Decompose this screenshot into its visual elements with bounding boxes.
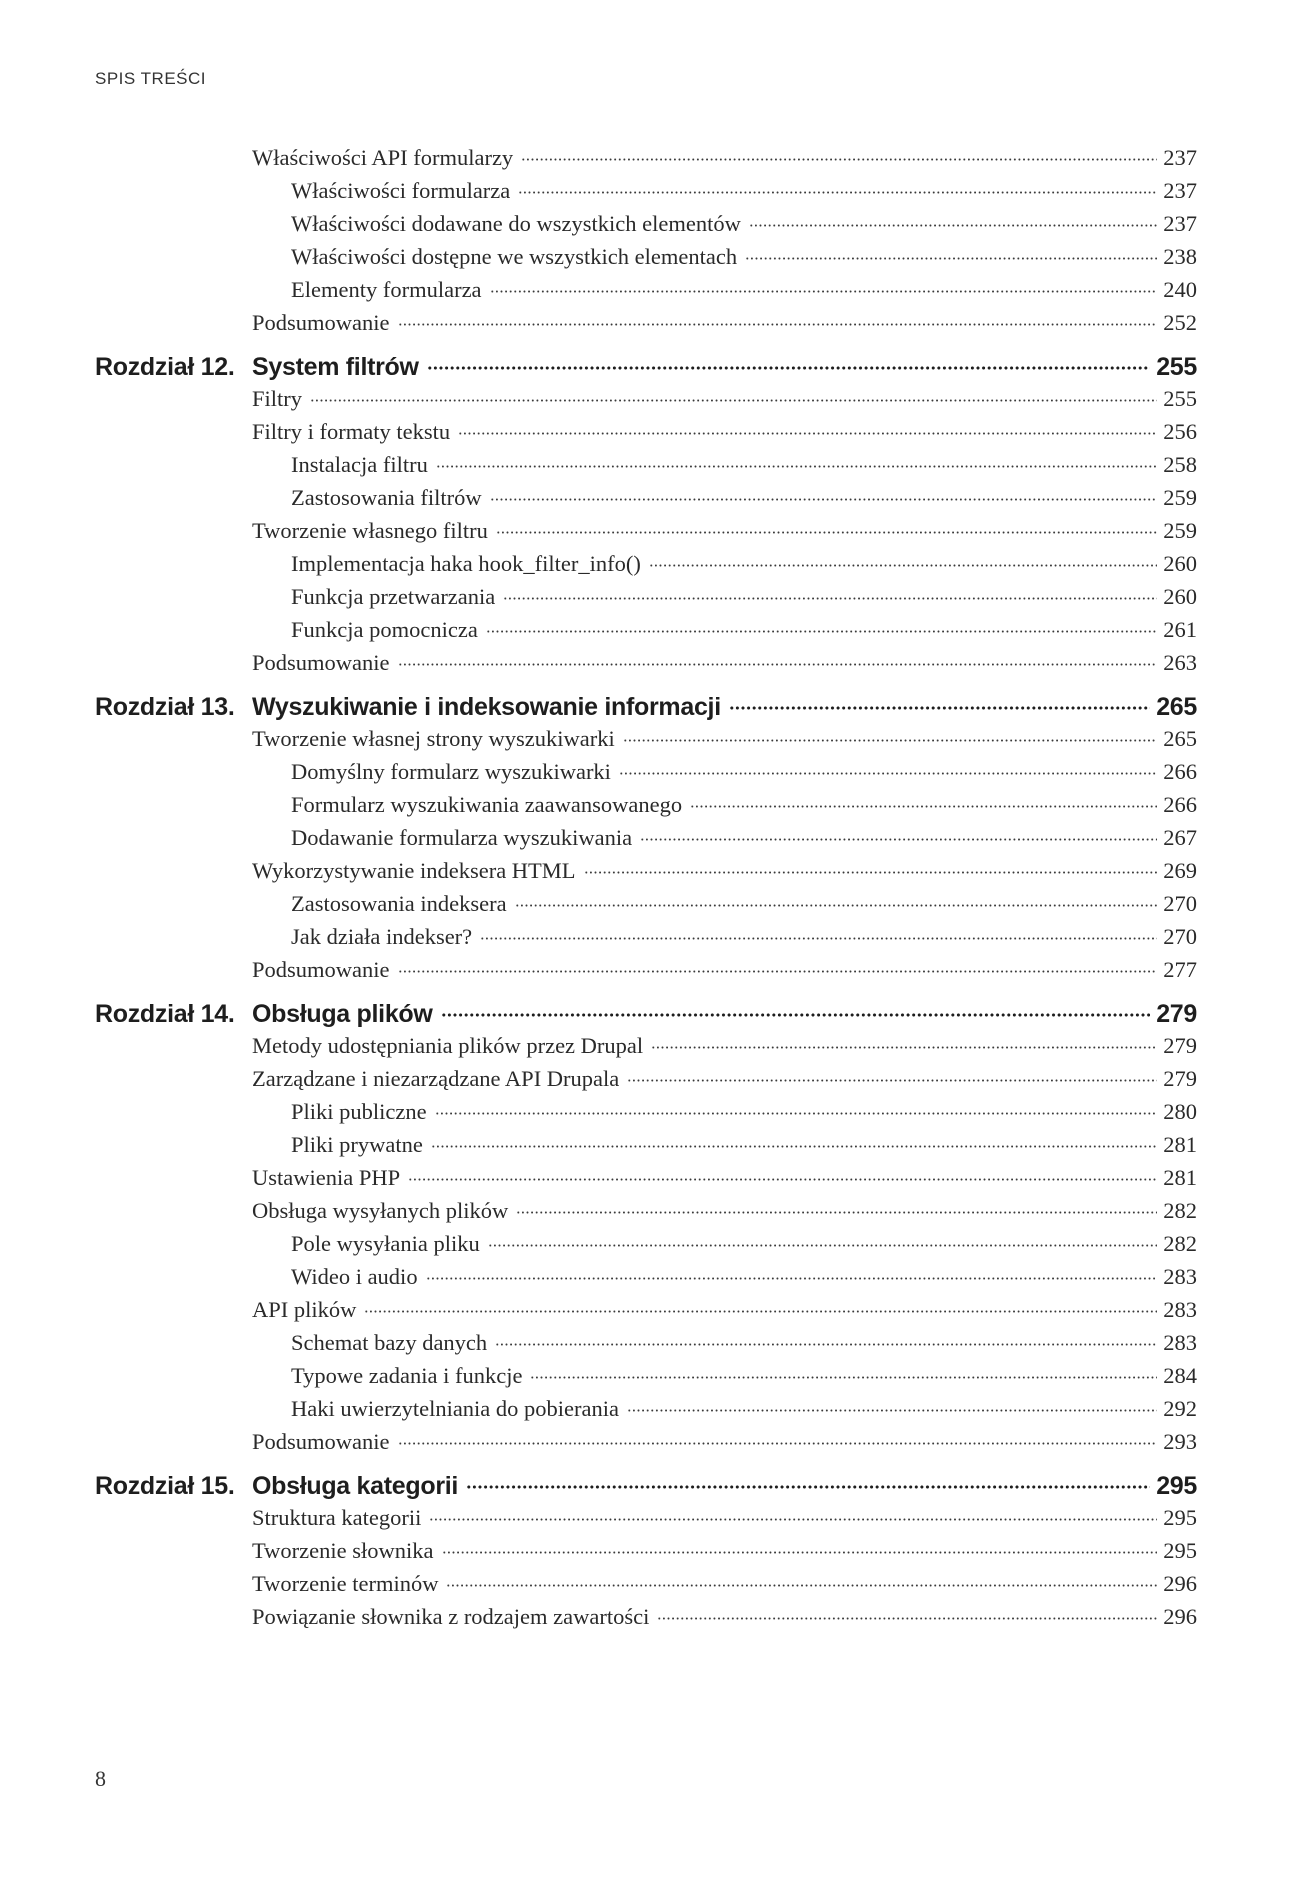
toc-title: Funkcja pomocnicza [291,617,478,642]
toc-subentry[interactable] [291,1330,1197,1360]
toc-subentry[interactable] [291,277,1197,307]
dot-leader [651,1046,1157,1049]
toc-page-number: 255 [1163,386,1197,411]
toc-page-number: 238 [1163,244,1197,269]
toc-title: Pliki publiczne [291,1099,427,1124]
dot-leader [515,904,1158,907]
toc-subentry[interactable] [291,211,1197,241]
toc-title: Wyszukiwanie i indeksowanie informacji [252,693,721,721]
toc-title: Właściwości dodawane do wszystkich elementów [291,211,741,236]
toc-title: System filtrów [252,353,419,381]
toc-entry[interactable] [252,1571,1197,1601]
dot-leader [427,366,1151,370]
toc-page-number: 255 [1156,353,1197,381]
toc-page-number: 283 [1163,1264,1197,1289]
toc-entry[interactable] [252,1505,1197,1535]
toc-entry[interactable] [252,726,1197,756]
dot-leader [649,564,1157,567]
toc-subentry[interactable] [291,924,1197,954]
dot-leader [657,1617,1157,1620]
toc-title: Zastosowania indeksera [291,891,507,916]
dot-leader [488,1244,1158,1247]
toc-page-number: 252 [1163,310,1197,335]
toc-entry[interactable] [252,1429,1197,1459]
dot-leader [749,224,1157,227]
toc-title: Tworzenie słownika [252,1538,434,1563]
toc-title: Podsumowanie [252,957,390,982]
toc-subentry[interactable] [291,1132,1197,1162]
dot-leader [490,290,1158,293]
toc-page-number: 237 [1163,145,1197,170]
dot-leader [619,772,1157,775]
toc-subentry[interactable] [291,792,1197,822]
toc-page-number: 280 [1163,1099,1197,1124]
dot-leader [690,805,1157,808]
toc-title: API plików [252,1297,357,1322]
dot-leader [436,465,1157,468]
toc-page-number: 295 [1163,1538,1197,1563]
dot-leader [442,1551,1158,1554]
toc-page-number: 261 [1163,617,1197,642]
dot-leader [640,838,1157,841]
dot-leader [398,970,1158,973]
toc-subentry[interactable] [291,617,1197,647]
chapter-heading[interactable] [252,353,1197,383]
toc-subentry[interactable] [291,1099,1197,1129]
running-head: SPIS TREŚCI [95,69,206,88]
toc-subentry[interactable] [291,244,1197,274]
toc-entry[interactable] [252,1066,1197,1096]
toc-title: Implementacja haka hook_filter_info() [291,551,641,576]
toc-title: Domyślny formularz wyszukiwarki [291,759,611,784]
toc-entry[interactable] [252,650,1197,680]
toc-page-number: 259 [1163,485,1197,510]
toc-title: Tworzenie terminów [252,1571,439,1596]
toc-title: Właściwości formularza [291,178,511,203]
dot-leader [480,937,1157,940]
dot-leader [530,1376,1157,1379]
toc-subentry[interactable] [291,178,1197,208]
toc-page-number: 270 [1163,891,1197,916]
toc-title: Filtry i formaty tekstu [252,419,451,444]
chapter-label: Rozdział 12. [95,353,235,381]
dot-leader [518,191,1157,194]
dot-leader [458,432,1157,435]
chapter-heading[interactable] [252,1000,1197,1030]
toc-page-number: 267 [1163,825,1197,850]
toc-page-number: 240 [1163,277,1197,302]
toc-page-number: 282 [1163,1198,1197,1223]
dot-leader [429,1518,1157,1521]
toc-page-number: 295 [1163,1505,1197,1530]
toc-entry[interactable] [252,1033,1197,1063]
toc-title: Wideo i audio [291,1264,418,1289]
toc-page-number: 283 [1163,1330,1197,1355]
dot-leader [584,871,1158,874]
toc-entry[interactable] [252,1538,1197,1568]
toc-title: Struktura kategorii [252,1505,422,1530]
dot-leader [627,1409,1157,1412]
toc-page-number: 266 [1163,792,1197,817]
toc-entry[interactable] [252,145,1197,175]
toc-subentry[interactable] [291,1264,1197,1294]
toc-page-number: 292 [1163,1396,1197,1421]
toc-entry[interactable] [252,1604,1197,1634]
toc-title: Wykorzystywanie indeksera HTML [252,858,576,883]
toc-title: Tworzenie własnego filtru [252,518,488,543]
toc-title: Jak działa indekser? [291,924,473,949]
toc-subentry[interactable] [291,551,1197,581]
toc-page-number: 258 [1163,452,1197,477]
toc-title: Schemat bazy danych [291,1330,488,1355]
toc-title: Formularz wyszukiwania zaawansowanego [291,792,683,817]
dot-leader [398,663,1158,666]
toc-page-number: 263 [1163,650,1197,675]
toc-page-number: 256 [1163,419,1197,444]
toc-page-number: 281 [1163,1132,1197,1157]
toc-page-number: 266 [1163,759,1197,784]
toc-page-number: 277 [1163,957,1197,982]
toc-title: Obsługa kategorii [252,1472,459,1500]
toc-title: Dodawanie formularza wyszukiwania [291,825,633,850]
toc-title: Właściwości API formularzy [252,145,514,170]
dot-leader [496,531,1157,534]
dot-leader [729,706,1150,710]
toc-entry[interactable] [252,386,1197,416]
toc-subentry[interactable] [291,1231,1197,1261]
dot-leader [516,1211,1157,1214]
toc-page-number: 260 [1163,551,1197,576]
dot-leader [495,1343,1157,1346]
toc-title: Funkcja przetwarzania [291,584,496,609]
toc-page-number: 265 [1156,693,1197,721]
toc-page-number: 279 [1163,1066,1197,1091]
toc-entry[interactable] [252,858,1197,888]
toc-page-number: 265 [1163,726,1197,751]
toc-page-number: 237 [1163,211,1197,236]
toc-page-number: 279 [1163,1033,1197,1058]
dot-leader [521,158,1157,161]
toc-subentry[interactable] [291,1363,1197,1393]
dot-leader [446,1584,1157,1587]
toc-page-number: 283 [1163,1297,1197,1322]
dot-leader [486,630,1157,633]
toc-entry[interactable] [252,1198,1197,1228]
toc-title: Metody udostępniania plików przez Drupal [252,1033,644,1058]
toc-title: Tworzenie własnej strony wyszukiwarki [252,726,615,751]
dot-leader [310,399,1157,402]
toc-entry[interactable] [252,310,1197,340]
dot-leader [745,257,1157,260]
dot-leader [466,1485,1150,1489]
toc-subentry[interactable] [291,759,1197,789]
toc-page-number: 296 [1163,1571,1197,1596]
toc-page-number: 260 [1163,584,1197,609]
dot-leader [435,1112,1158,1115]
dot-leader [503,597,1157,600]
toc-title: Podsumowanie [252,310,390,335]
chapter-heading[interactable] [252,693,1197,723]
page-number: 8 [95,1766,106,1791]
toc-title: Pole wysyłania pliku [291,1231,480,1256]
toc-entry[interactable] [252,1297,1197,1327]
toc-entry[interactable] [252,518,1197,548]
toc-entry[interactable] [252,1165,1197,1195]
toc-title: Obsługa plików [252,1000,433,1028]
dot-leader [441,1013,1151,1017]
toc-title: Powiązanie słownika z rodzajem zawartości [252,1604,650,1629]
toc-title: Właściwości dostępne we wszystkich elementach [291,244,738,269]
toc-page-number: 259 [1163,518,1197,543]
toc-subentry[interactable] [291,825,1197,855]
toc-title: Ustawienia PHP [252,1165,401,1190]
toc-entry[interactable] [252,419,1197,449]
toc-title: Elementy formularza [291,277,482,302]
toc-page-number: 293 [1163,1429,1197,1454]
toc-title: Zarządzane i niezarządzane API Drupala [252,1066,620,1091]
toc-page-number: 279 [1156,1000,1197,1028]
toc-title: Filtry [252,386,303,411]
toc-page-number: 281 [1163,1165,1197,1190]
dot-leader [398,1442,1158,1445]
dot-leader [431,1145,1157,1148]
toc-subentry[interactable] [291,891,1197,921]
chapter-label: Rozdział 15. [95,1472,235,1500]
chapter-heading[interactable] [252,1472,1197,1502]
toc-title: Pliki prywatne [291,1132,423,1157]
chapter-label: Rozdział 13. [95,693,235,721]
dot-leader [623,739,1158,742]
toc-page-number: 296 [1163,1604,1197,1629]
dot-leader [364,1310,1157,1313]
toc-page-number: 270 [1163,924,1197,949]
toc-title: Podsumowanie [252,1429,390,1454]
toc-page-number: 237 [1163,178,1197,203]
toc-page-number: 282 [1163,1231,1197,1256]
toc-subentry[interactable] [291,1396,1197,1426]
toc-subentry[interactable] [291,584,1197,614]
dot-leader [490,498,1158,501]
toc-page-number: 295 [1156,1472,1197,1500]
toc-title: Haki uwierzytelniania do pobierania [291,1396,619,1421]
dot-leader [408,1178,1157,1181]
toc-title: Typowe zadania i funkcje [291,1363,523,1388]
toc-page-number: 269 [1163,858,1197,883]
toc-entry[interactable] [252,957,1197,987]
toc-title: Instalacja filtru [291,452,428,477]
toc-subentry[interactable] [291,485,1197,515]
toc-page-number: 284 [1163,1363,1197,1388]
dot-leader [426,1277,1158,1280]
chapter-label: Rozdział 14. [95,1000,235,1028]
toc-title: Podsumowanie [252,650,390,675]
dot-leader [627,1079,1157,1082]
dot-leader [398,323,1158,326]
toc-title: Zastosowania filtrów [291,485,482,510]
toc-subentry[interactable] [291,452,1197,482]
toc-title: Obsługa wysyłanych plików [252,1198,509,1223]
